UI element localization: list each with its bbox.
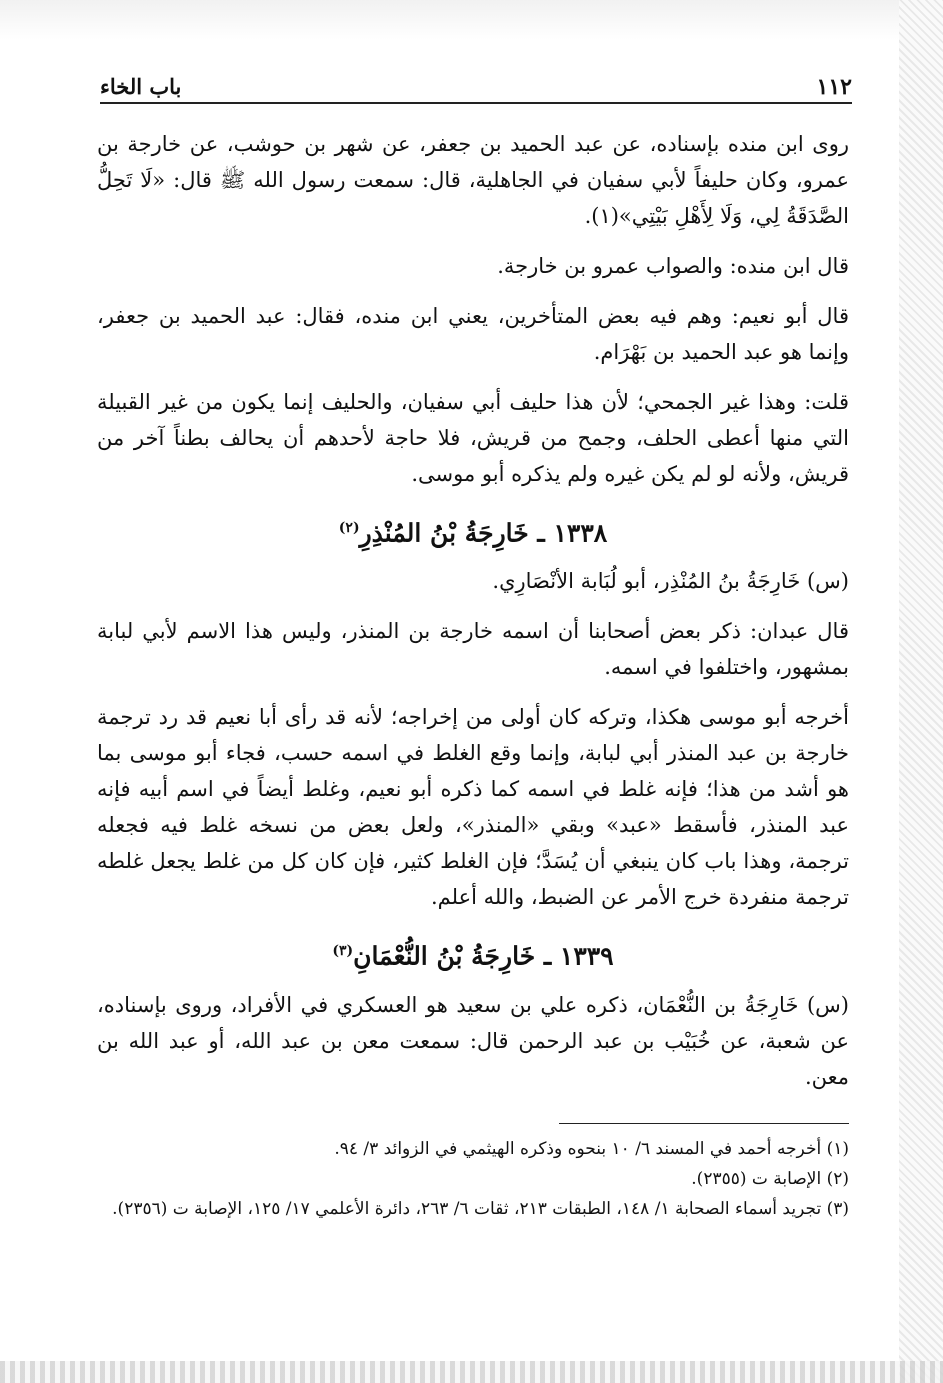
scan-edge-bottom: [0, 1361, 943, 1383]
paragraph: قال ابن منده: والصواب عمرو بن خارجة.: [497, 254, 849, 278]
footnote: (٣) تجريد أسماء الصحابة ١/ ١٤٨، الطبقات ٢١٣، ثقات ٦/ ٢٦٣، دائرة الأعلمي ١٧/ ١٢٥، الإصابة ت (٢٣٥٦).: [112, 1198, 849, 1219]
chapter-title: باب الخاء: [100, 74, 182, 99]
entry-heading-text: ١٣٣٨ ـ خَارِجَةُ بْنُ المُنْذِرِ: [359, 518, 608, 548]
paragraph: روى ابن منده بإسناده، عن عبد الحميد بن جعفر، عن شهر بن حوشب، عن خارجة بن عمرو، وكان حليفاً لأبي سفيان في الجاهلية، قال: سمعت رسول الله ﷺ قال: «لَا تَحِلُّ الصَّدَقَةُ لِي، وَلَا لِأَهْلِ بَيْتِي»(١).: [97, 132, 849, 228]
footnote: (١) أخرجه أحمد في المسند ٦/ ١٠ بنحوه وذكره الهيثمي في الزوائد ٣/ ٩٤.: [334, 1138, 849, 1159]
paragraph: (س) خَارِجَةُ بن النُّعْمَان، ذكره علي بن سعيد هو العسكري في الأفراد، وروى بإسناده، عن شعبة، عن خُبَيْب بن عبد الرحمن قال: سمعت معن بن عبد الله، أو عبد الله بن معن.: [97, 992, 849, 1089]
scan-edge-top: [0, 0, 943, 40]
paragraph: قلت: وهذا غير الجمحي؛ لأن هذا حليف أبي سفيان، والحليف إنما يكون من غير القبيلة التي منها أعطى الحلف، وجمح من قريش، فلا حاجة لأحدهم أن يحالف بطناً آخر من قريش، ولأنه لو لم يكن غيره ولم يذكره أبو موسى.: [97, 390, 849, 486]
entry-heading: [97, 929, 849, 978]
page-number: ١١٢: [816, 74, 852, 100]
page-body: [97, 126, 849, 1224]
paragraph: قال أبو نعيم: وهم فيه بعض المتأخرين، يعني ابن منده، فقال: عبد الحميد بن جعفر، وإنما هو عبد الحميد بن بَهْرَام.: [97, 304, 849, 364]
paragraph: أخرجه أبو موسى هكذا، وتركه كان أولى من إخراجه؛ لأنه قد رأى أبا نعيم قد رد ترجمة خارجة بن عبد المنذر أبي لبابة، وإنما وقع الغلط في اسمه حسب، فجاء أبو موسى بما هو أشد من هذا؛ فإنه غلط في اسمه كما ذكره أبو نعيم، وغلط أيضاً في اسم أبيه فإنه عبد المنذر، فأسقط «عبد» وبقي «المنذر»، ولعل بعض من نسخه غلط فيه فجعله ترجمة، وهذا باب كان ينبغي أن يُسَدَّ؛ فإن الغلط كثير، فإن كان كل من غلط يجعل غلطه ترجمة منفردة خرج الأمر عن الضبط، والله أعلم.: [97, 705, 850, 910]
entry-heading: [97, 506, 849, 555]
footnote: (٢) الإصابة ت (٢٣٥٥).: [691, 1168, 849, 1189]
footnote-marker: (٢): [338, 520, 360, 536]
scan-edge-right: [899, 0, 943, 1383]
page-header: [100, 72, 852, 104]
footnote-marker: (٣): [332, 943, 354, 960]
footnote-divider: [559, 1123, 849, 1124]
entry-heading-text: ١٣٣٩ ـ خَارِجَةُ بْنُ النُّعْمَانِ: [353, 941, 614, 971]
paragraph: (س) خَارِجَةُ بنُ المُنْذِر، أبو لُبَابة الأنْصَارِي.: [492, 569, 849, 594]
paragraph: قال عبدان: ذكر بعض أصحابنا أن اسمه خارجة بن المنذر، وليس هذا الاسم لأبي لبابة بمشهور، واختلفوا في اسمه.: [97, 619, 849, 680]
